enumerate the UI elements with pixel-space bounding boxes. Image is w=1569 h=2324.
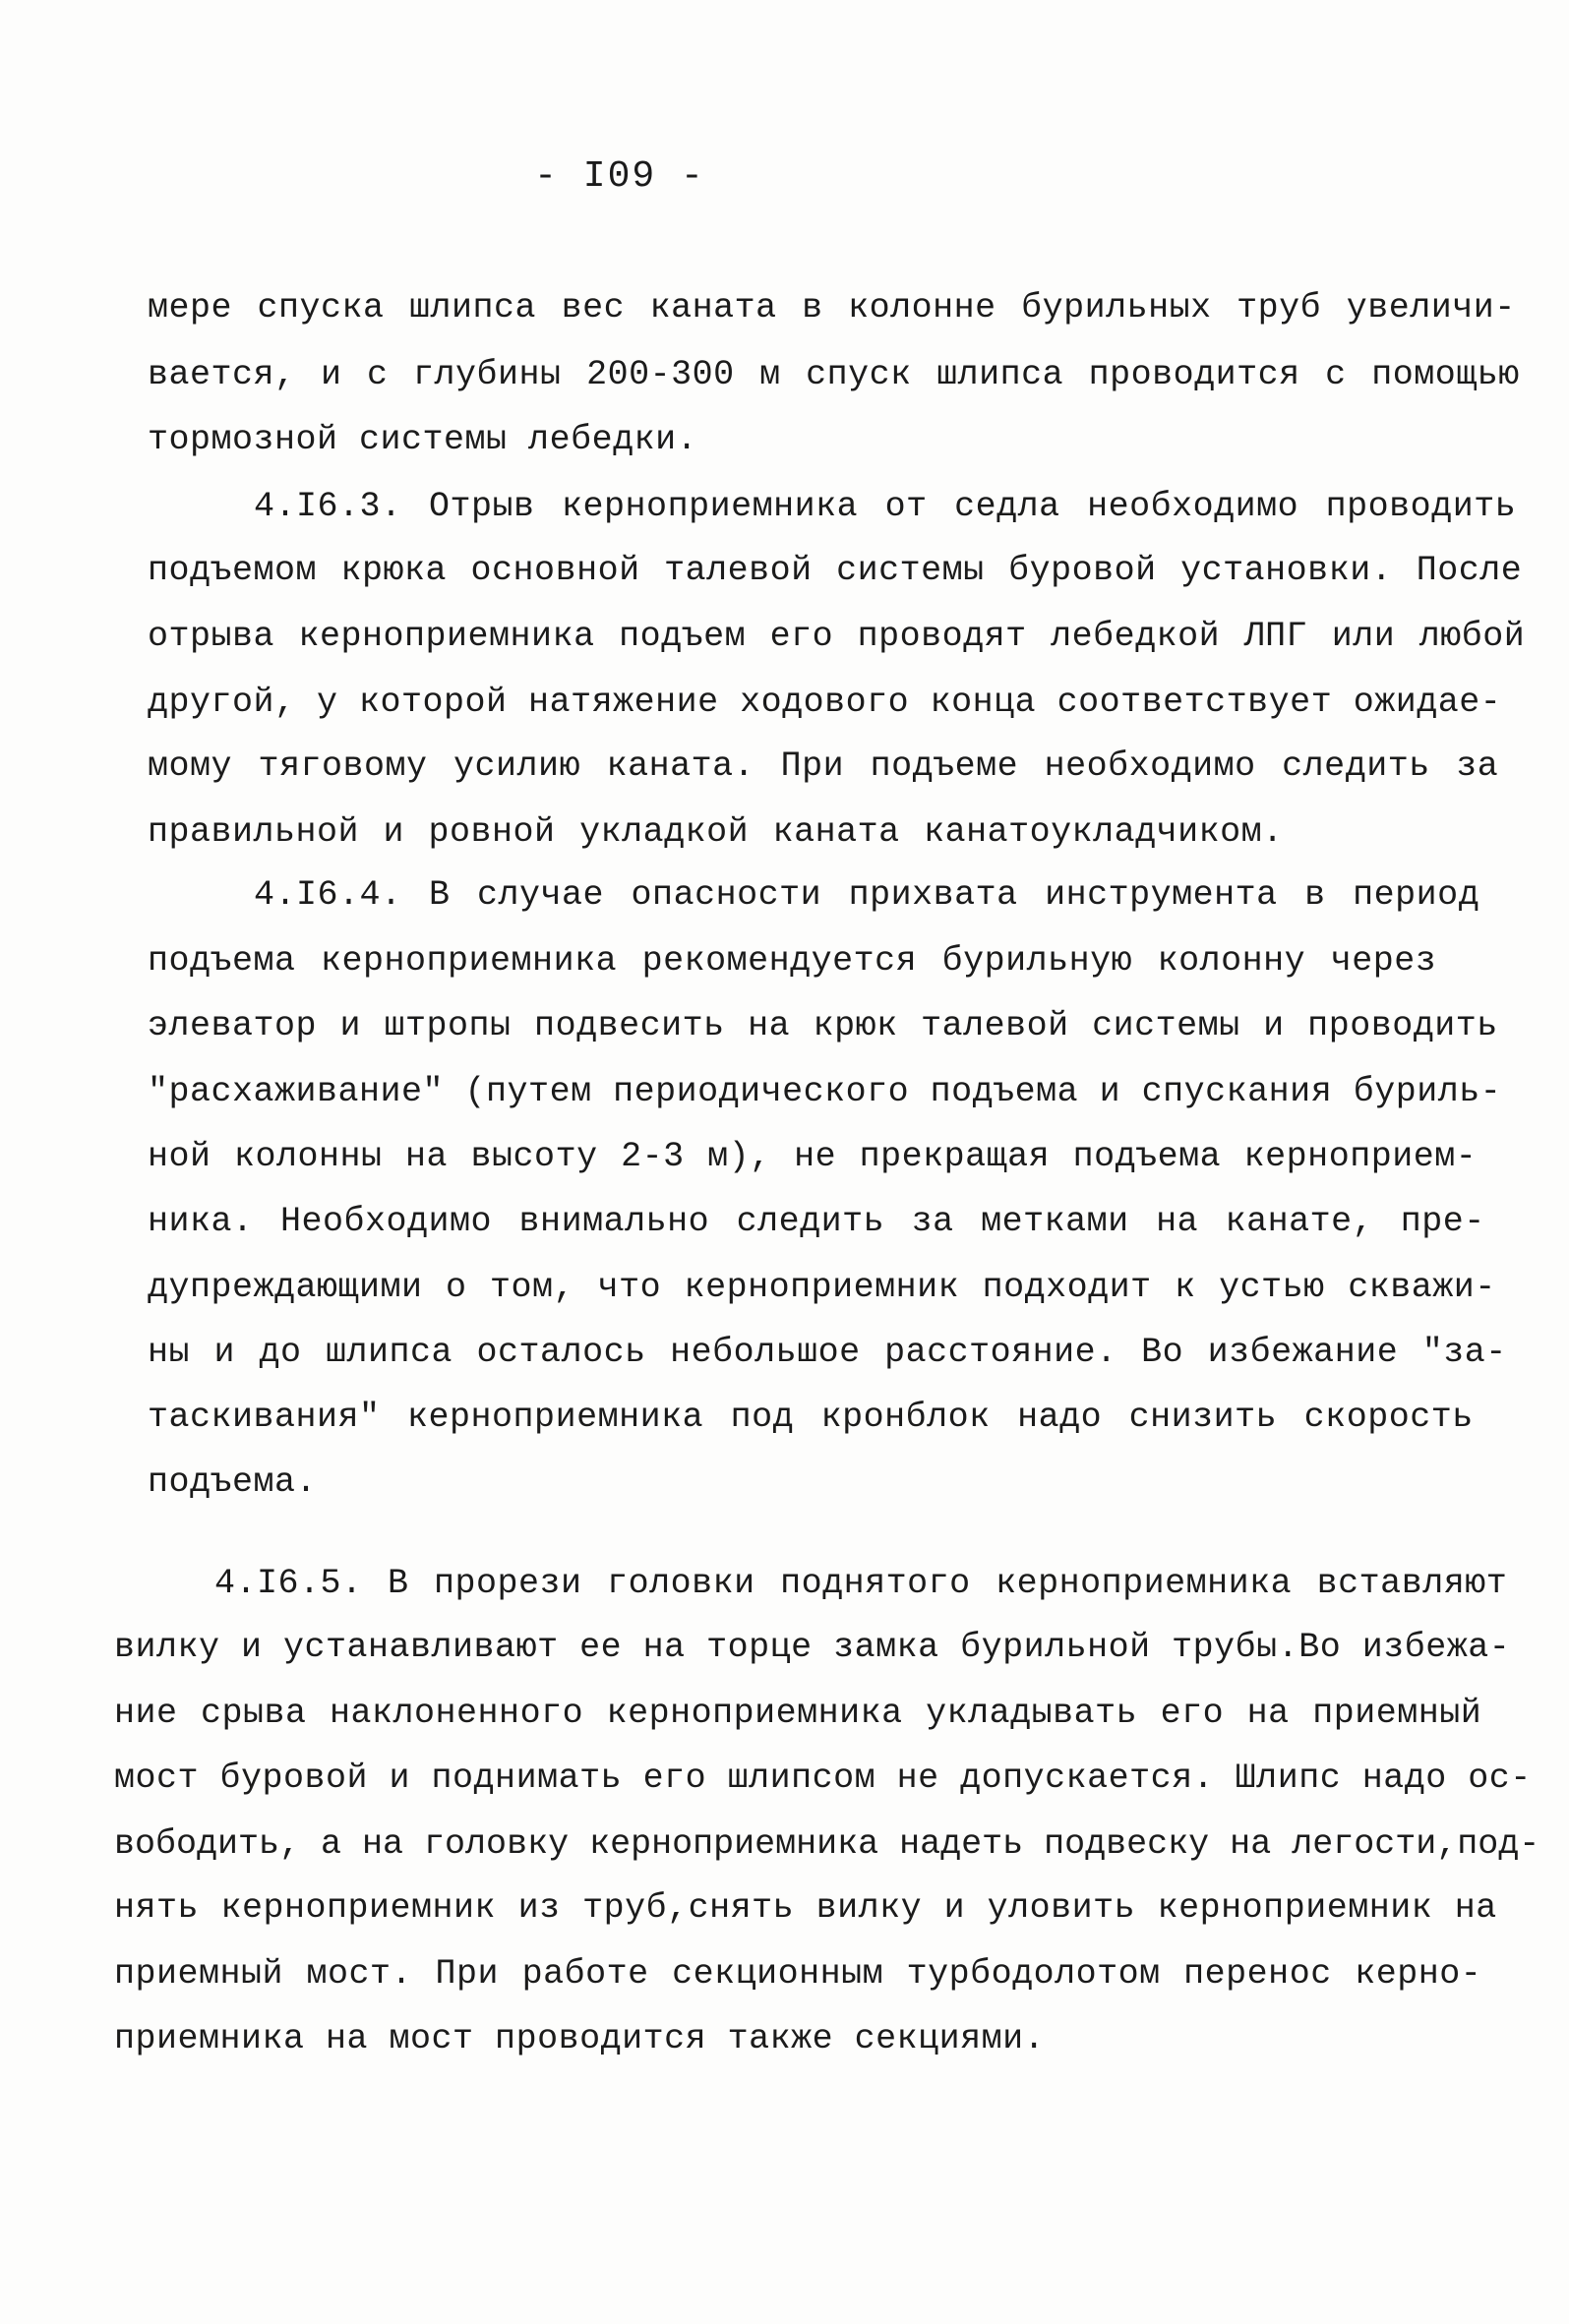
text-line: 4.I6.3. Отрыв керноприемника от седла необходимо проводить	[254, 487, 1517, 526]
text-line: таскивания" керноприемника под кронблок надо снизить скорость	[148, 1398, 1474, 1437]
page-number: - I09 -	[534, 155, 705, 198]
text-line: мост буровой и поднимать его шлипсом не допускается. Шлипс надо ос-	[114, 1758, 1532, 1798]
text-line: элеватор и штропы подвесить на крюк талевой системы и проводить	[148, 1006, 1498, 1045]
text-line: приемный мост. При работе секционным турбодолотом перенос керно-	[114, 1954, 1482, 1994]
text-line: 4.I6.4. В случае опасности прихвата инструмента в период	[254, 875, 1480, 915]
text-line: правильной и ровной укладкой каната канатоукладчиком.	[148, 812, 1284, 852]
text-line: подъемом крюка основной талевой системы буровой установки. После	[148, 551, 1523, 590]
text-line: ной колонны на высоту 2-3 м), не прекращая подъема керноприем-	[148, 1137, 1478, 1176]
text-line: "расхаживание" (путем периодического подъема и спускания буриль-	[148, 1072, 1502, 1111]
text-line: мере спуска шлипса вес каната в колонне бурильных труб увеличи-	[148, 288, 1516, 328]
text-line: подъема.	[148, 1462, 318, 1502]
text-line: 4.I6.5. В прорези головки поднятого керноприемника вставляют	[214, 1564, 1508, 1603]
text-line: нять керноприемник из труб,снять вилку и уловить керноприемник на	[114, 1888, 1497, 1928]
text-line: вилку и устанавливают ее на торце замка бурильной трубы.Во избежа-	[114, 1628, 1511, 1667]
text-line: ника. Необходимо внимально следить за метками на канате, пре-	[148, 1202, 1485, 1241]
text-line: мому тяговому усилию каната. При подъеме необходимо следить за	[148, 746, 1499, 786]
text-line: ны и до шлипса осталось небольшое расстояние. Во избежание "за-	[148, 1333, 1507, 1372]
text-line: отрыва керноприемника подъем его проводят лебедкой ЛПГ или любой	[148, 617, 1526, 656]
text-line: приемника на мост проводится также секциями.	[114, 2019, 1046, 2058]
text-line: тормозной системы лебедки.	[148, 420, 698, 459]
text-line: вободить, а на головку керноприемника надеть подвеску на легости,под-	[114, 1824, 1540, 1864]
text-line: подъема керноприемника рекомендуется бурильную колонну через	[148, 941, 1437, 981]
text-line: вается, и с глубины 200-300 м спуск шлипса проводится с помощью	[148, 355, 1520, 394]
text-line: ние срыва наклоненного керноприемника укладывать его на приемный	[114, 1694, 1482, 1733]
text-line: другой, у которой натяжение ходового конца соответствует ожидае-	[148, 683, 1502, 722]
text-line: дупреждающими о том, что керноприемник подходит к устью скважи-	[148, 1268, 1496, 1307]
